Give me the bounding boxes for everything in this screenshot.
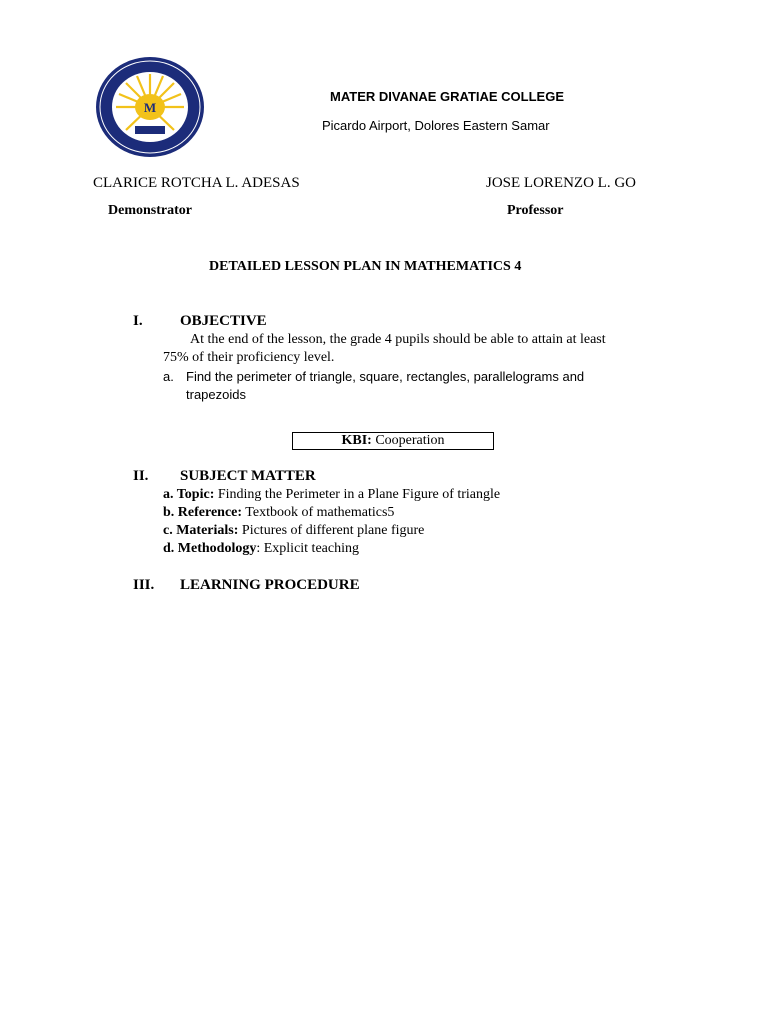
demonstrator-name: CLARICE ROTCHA L. ADESAS bbox=[93, 175, 300, 191]
kbi-box bbox=[292, 432, 494, 450]
college-address: Picardo Airport, Dolores Eastern Samar bbox=[322, 118, 550, 133]
subject-matter-item-reference bbox=[163, 505, 394, 521]
college-name: MATER DIVANAE GRATIAE COLLEGE bbox=[330, 89, 564, 104]
subject-matter-item-methodology bbox=[163, 541, 359, 557]
section-number-objective: I. bbox=[133, 313, 143, 329]
svg-text:M: M bbox=[143, 100, 157, 115]
college-seal-logo bbox=[95, 56, 205, 158]
section-title-learning-procedure: LEARNING PROCEDURE bbox=[180, 577, 360, 593]
subject-matter-item-topic bbox=[163, 487, 500, 503]
kbi-label: KBI: bbox=[341, 433, 372, 448]
section-title-objective: OBJECTIVE bbox=[180, 313, 267, 329]
section-number-learning-procedure: III. bbox=[133, 577, 155, 593]
objective-item-text-line-2: trapezoids bbox=[186, 387, 246, 402]
item-value: Finding the Perimeter in a Plane Figure of triangle bbox=[214, 487, 501, 502]
item-value: Pictures of different plane figure bbox=[238, 523, 425, 538]
section-number-subject-matter: II. bbox=[133, 468, 149, 484]
item-label: c. Materials: bbox=[163, 523, 239, 538]
subject-matter-item-materials bbox=[163, 523, 424, 539]
objective-item-text-line-1: Find the perimeter of triangle, square, rectangles, parallelograms and bbox=[186, 369, 585, 384]
section-title-subject-matter: SUBJECT MATTER bbox=[180, 468, 316, 484]
professor-role: Professor bbox=[507, 203, 564, 218]
demonstrator-role: Demonstrator bbox=[108, 203, 192, 218]
objective-text-line-1: At the end of the lesson, the grade 4 pupils should be able to attain at least bbox=[190, 332, 606, 347]
item-label: d. Methodology bbox=[163, 541, 257, 556]
kbi-value: Cooperation bbox=[371, 433, 445, 448]
item-label: a. Topic: bbox=[163, 487, 215, 502]
document-title: DETAILED LESSON PLAN IN MATHEMATICS 4 bbox=[209, 259, 522, 274]
objective-text-line-2: 75% of their proficiency level. bbox=[163, 350, 335, 365]
item-label: b. Reference: bbox=[163, 505, 243, 520]
item-value: : Explicit teaching bbox=[256, 541, 359, 556]
professor-name: JOSE LORENZO L. GO bbox=[486, 175, 636, 191]
item-value: Textbook of mathematics5 bbox=[242, 505, 395, 520]
objective-item-letter: a. bbox=[163, 369, 174, 384]
